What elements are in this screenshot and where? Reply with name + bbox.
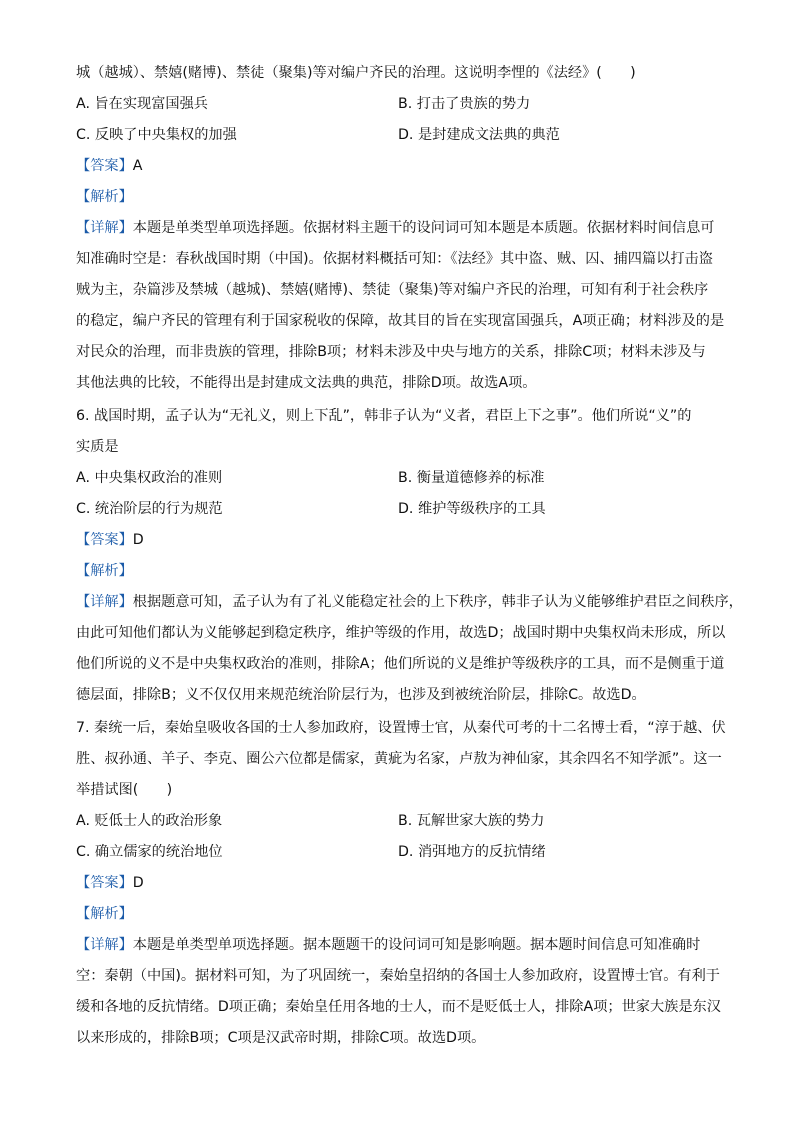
q5-answer xyxy=(76,156,142,176)
q6-option-d: D. 维护等级秩序的工具 xyxy=(398,501,546,517)
q5-detail-line: 知准确时空是：春秋战国时期（中国)。依据材料概括可知：《法经》其中盗、贼、囚、捕四篇以打击盗 xyxy=(76,251,713,267)
q7-answer xyxy=(76,873,144,893)
q7-detail-line: 空：秦朝（中国)。据材料可知，为了巩固统一，秦始皇招纳的各国士人参加政府，设置博士官。有利于 xyxy=(76,968,720,984)
detail-label: 【详解】 xyxy=(76,937,133,953)
answer-label: 【答案】 xyxy=(76,875,133,891)
q7-analysis-label xyxy=(76,904,133,924)
q7-detail-line: 缓和各地的反抗情绪。D项正确；秦始皇任用各地的士人，而不是贬低士人，排除A项；世家大族是东汉 xyxy=(76,999,721,1015)
q7-detail-line xyxy=(76,935,700,955)
detail-text: 本题是单类型单项选择题。依据材料主题干的设问词可知本题是本质题。依据材料时间信息可 xyxy=(132,220,715,236)
q5-detail-line: 贼为主，杂篇涉及禁城（越城)、禁嬉(赌博)、禁徒（聚集)等对编户齐民的治理，可知有利于社会秩序 xyxy=(76,282,709,298)
analysis-label: 【解析】 xyxy=(76,563,133,579)
answer-value: A xyxy=(132,158,143,174)
q7-option-b: B. 瓦解世家大族的势力 xyxy=(398,813,545,829)
detail-text: 本题是单类型单项选择题。据本题题干的设问词可知是影响题。据本题时间信息可知准确时 xyxy=(132,937,701,953)
q7-stem: 7. 秦统一后，秦始皇吸收各国的士人参加政府，设置博士官，从秦代可考的十二名博士看，“淳于越、伏 xyxy=(76,720,726,736)
detail-label: 【详解】 xyxy=(76,220,133,236)
q6-option-b: B. 衡量道德修养的标准 xyxy=(398,470,545,486)
q5-analysis-label xyxy=(76,187,133,207)
q5-detail-line: 其他法典的比较，不能得出是封建成文法典的典范，排除D项。故选A项。 xyxy=(76,375,537,391)
q5-detail-line: 的稳定，编户齐民的管理有利于国家税收的保障，故其目的旨在实现富国强兵，A项正确；材料涉及的是 xyxy=(76,313,725,329)
q5-option-d: D. 是封建成文法典的典范 xyxy=(398,127,560,143)
q6-option-a: A. 中央集权政治的准则 xyxy=(76,470,223,486)
q7-stem: 举措试图( ) xyxy=(76,782,173,798)
answer-value: D xyxy=(132,532,144,548)
q6-option-c: C. 统治阶层的行为规范 xyxy=(76,501,223,517)
q7-option-d: D. 消弭地方的反抗情绪 xyxy=(398,844,546,860)
intro-line: 城（越城）、禁嬉(赌博)、禁徒（聚集)等对编户齐民的治理。这说明李悝的《法经》( ) xyxy=(76,65,636,81)
answer-value: D xyxy=(132,875,144,891)
q7-stem: 胜、叔孙通、羊子、李克、圈公六位都是儒家，黄疵为名家，卢敖为神仙家，其余四名不知学派”。这一 xyxy=(76,751,722,767)
q5-detail-line: 对民众的治理，而非贵族的管理，排除B项；材料未涉及中央与地方的关系，排除C项；材料未涉及与 xyxy=(76,344,706,360)
q6-analysis-label xyxy=(76,561,133,581)
detail-text: 根据题意可知，孟子认为有了礼义能稳定社会的上下秩序，韩非子认为义能够维护君臣之间秩序， xyxy=(132,594,743,610)
q7-option-a: A. 贬低士人的政治形象 xyxy=(76,813,223,829)
answer-label: 【答案】 xyxy=(76,532,133,548)
q5-option-a: A. 旨在实现富国强兵 xyxy=(76,96,208,112)
q5-option-c: C. 反映了中央集权的加强 xyxy=(76,127,237,143)
q6-stem: 实质是 xyxy=(76,439,119,455)
q5-option-b: B. 打击了贵族的势力 xyxy=(398,96,531,112)
q6-detail-line: 他们所说的义不是中央集权政治的准则，排除A；他们所说的义是维护等级秩序的工具，而不是侧重于道 xyxy=(76,656,725,672)
q7-option-c: C. 确立儒家的统治地位 xyxy=(76,844,223,860)
q6-answer xyxy=(76,530,144,550)
q6-detail-line: 德层面，排除B；义不仅仅用来规范统治阶层行为，也涉及到被统治阶层，排除C。故选D。 xyxy=(76,687,646,703)
q6-detail-line: 由此可知他们都认为义能够起到稳定秩序，维护等级的作用，故选D；战国时期中央集权尚未形成，所以 xyxy=(76,625,726,641)
answer-label: 【答案】 xyxy=(76,158,133,174)
analysis-label: 【解析】 xyxy=(76,906,133,922)
detail-label: 【详解】 xyxy=(76,594,133,610)
q6-stem: 6. 战国时期，孟子认为“无礼义，则上下乱”，韩非子认为“义者，君臣上下之事”。他们所说“义”的 xyxy=(76,408,692,424)
q7-detail-line: 以来形成的，排除B项；C项是汉武帝时期，排除C项。故选D项。 xyxy=(76,1030,486,1046)
analysis-label: 【解析】 xyxy=(76,189,133,205)
q5-detail-line xyxy=(76,218,714,238)
q6-detail-line xyxy=(76,592,743,612)
